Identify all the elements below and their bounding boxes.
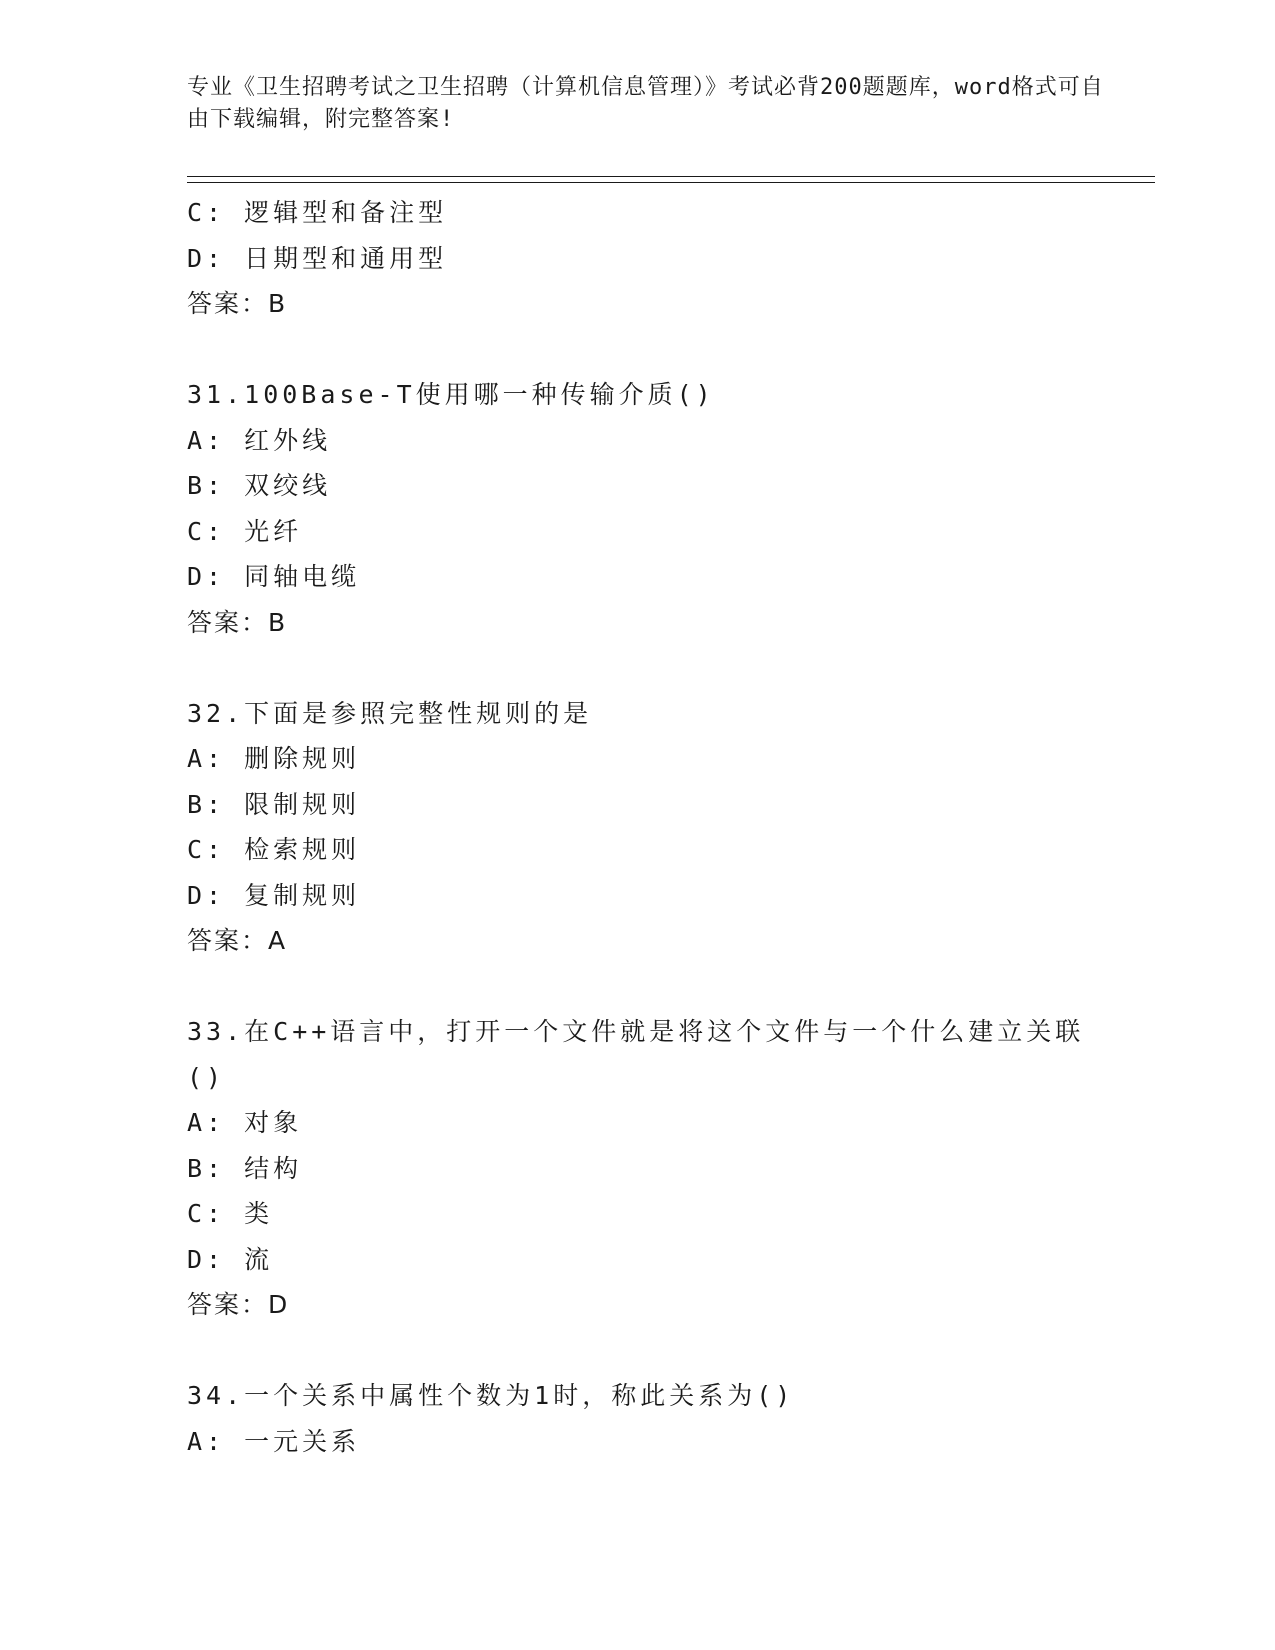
question-stem: 33.在C++语言中，打开一个文件就是将这个文件与一个什么建立关联() [187,1017,1085,1092]
question-list [187,190,1087,1464]
option-a: A: 对象 [187,1108,303,1137]
answer-line: 答案：A [187,926,288,955]
spacer [187,645,1087,691]
spacer [187,1328,1087,1374]
option-a: A: 一元关系 [187,1426,361,1456]
option-a: A: 红外线 [187,425,332,455]
option-d: D: 同轴电缆 [187,562,361,591]
spacer [187,327,1087,373]
option-d: D: 复制规则 [187,880,361,910]
answer-line: 答案：B [187,289,288,318]
option-d: D: 日期型和通用型 [187,243,448,273]
option-c: C: 光纤 [187,516,303,546]
header-divider-bottom [187,182,1155,183]
option-c: C: 检索规则 [187,835,361,864]
question-stem: 34.一个关系中属性个数为1时，称此关系为() [187,1381,795,1410]
option-c: C: 逻辑型和备注型 [187,198,448,227]
option-b: B: 双绞线 [187,471,332,500]
answer-line: 答案：D [187,1290,290,1319]
option-a: A: 删除规则 [187,744,361,773]
spacer [187,964,1087,1010]
option-b: B: 结构 [187,1153,303,1183]
document-header: 专业《卫生招聘考试之卫生招聘（计算机信息管理）》考试必背200题题库，word格式可自由下载编辑，附完整答案! [187,75,1104,132]
question-stem: 32.下面是参照完整性规则的是 [187,698,593,728]
question-stem: 31.100Base-T使用哪一种传输介质() [187,380,715,409]
header-divider-top [187,176,1155,177]
option-c: C: 类 [187,1199,274,1228]
answer-line: 答案：B [187,607,288,637]
option-d: D: 流 [187,1244,274,1274]
option-b: B: 限制规则 [187,789,361,819]
